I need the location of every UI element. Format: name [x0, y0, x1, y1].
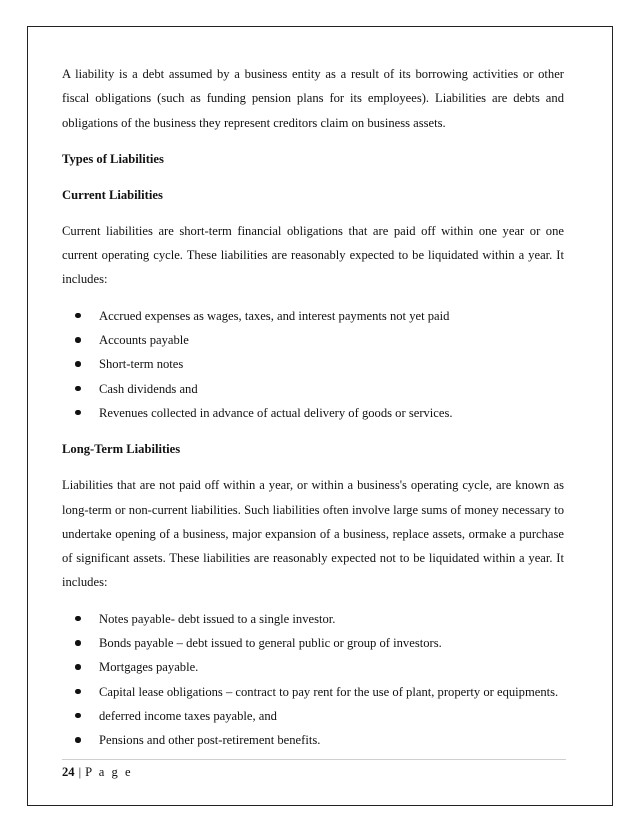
page-label: P a g e: [85, 765, 133, 779]
list-item: Cash dividends and: [62, 377, 564, 401]
long-term-liabilities-paragraph: Liabilities that are not paid off within a year, or within a business's operating cycle, are known as long-term or non-current liabilities. Such liabilities often involve large sums of money necessary to undertake opening of a business, major expansion of a business, replace assets, ormake a purchase of significant assets. These liabilities are reasonably expected not to be liquidated within a year. It includes:: [62, 478, 564, 590]
list-item: Accrued expenses as wages, taxes, and interest payments not yet paid: [62, 304, 564, 328]
footer-separator: |: [78, 765, 82, 779]
current-liabilities-heading: Current Liabilities: [62, 187, 163, 202]
document-body: [62, 62, 564, 753]
list-item: Mortgages payable.: [62, 655, 564, 679]
footer-divider: [62, 759, 566, 760]
intro-paragraph: A liability is a debt assumed by a business entity as a result of its borrowing activities or other fiscal obligations (such as funding pension plans for its employees). Liabilities are debts and obligations of the business they represent creditors claim on business assets.: [62, 67, 564, 130]
list-item: Notes payable- debt issued to a single investor.: [62, 607, 564, 631]
types-heading: Types of Liabilities: [62, 151, 164, 166]
list-item: Short-term notes: [62, 352, 564, 376]
list-item: deferred income taxes payable, and: [62, 704, 564, 728]
long-term-liabilities-list: [62, 607, 564, 753]
list-item: Capital lease obligations – contract to pay rent for the use of plant, property or equipments.: [62, 680, 564, 704]
current-liabilities-paragraph: Current liabilities are short-term financial obligations that are paid off within one year or one current operating cycle. These liabilities are reasonably expected to be liquidated within a year. It includes:: [62, 223, 564, 287]
list-item: Accounts payable: [62, 328, 564, 352]
list-item: Pensions and other post-retirement benefits.: [62, 728, 564, 752]
page-number: 24: [62, 765, 75, 779]
page-footer: [62, 762, 133, 782]
list-item: Revenues collected in advance of actual delivery of goods or services.: [62, 401, 564, 425]
list-item: Bonds payable – debt issued to general public or group of investors.: [62, 631, 564, 655]
current-liabilities-list: [62, 304, 564, 425]
long-term-liabilities-heading: Long-Term Liabilities: [62, 442, 181, 457]
